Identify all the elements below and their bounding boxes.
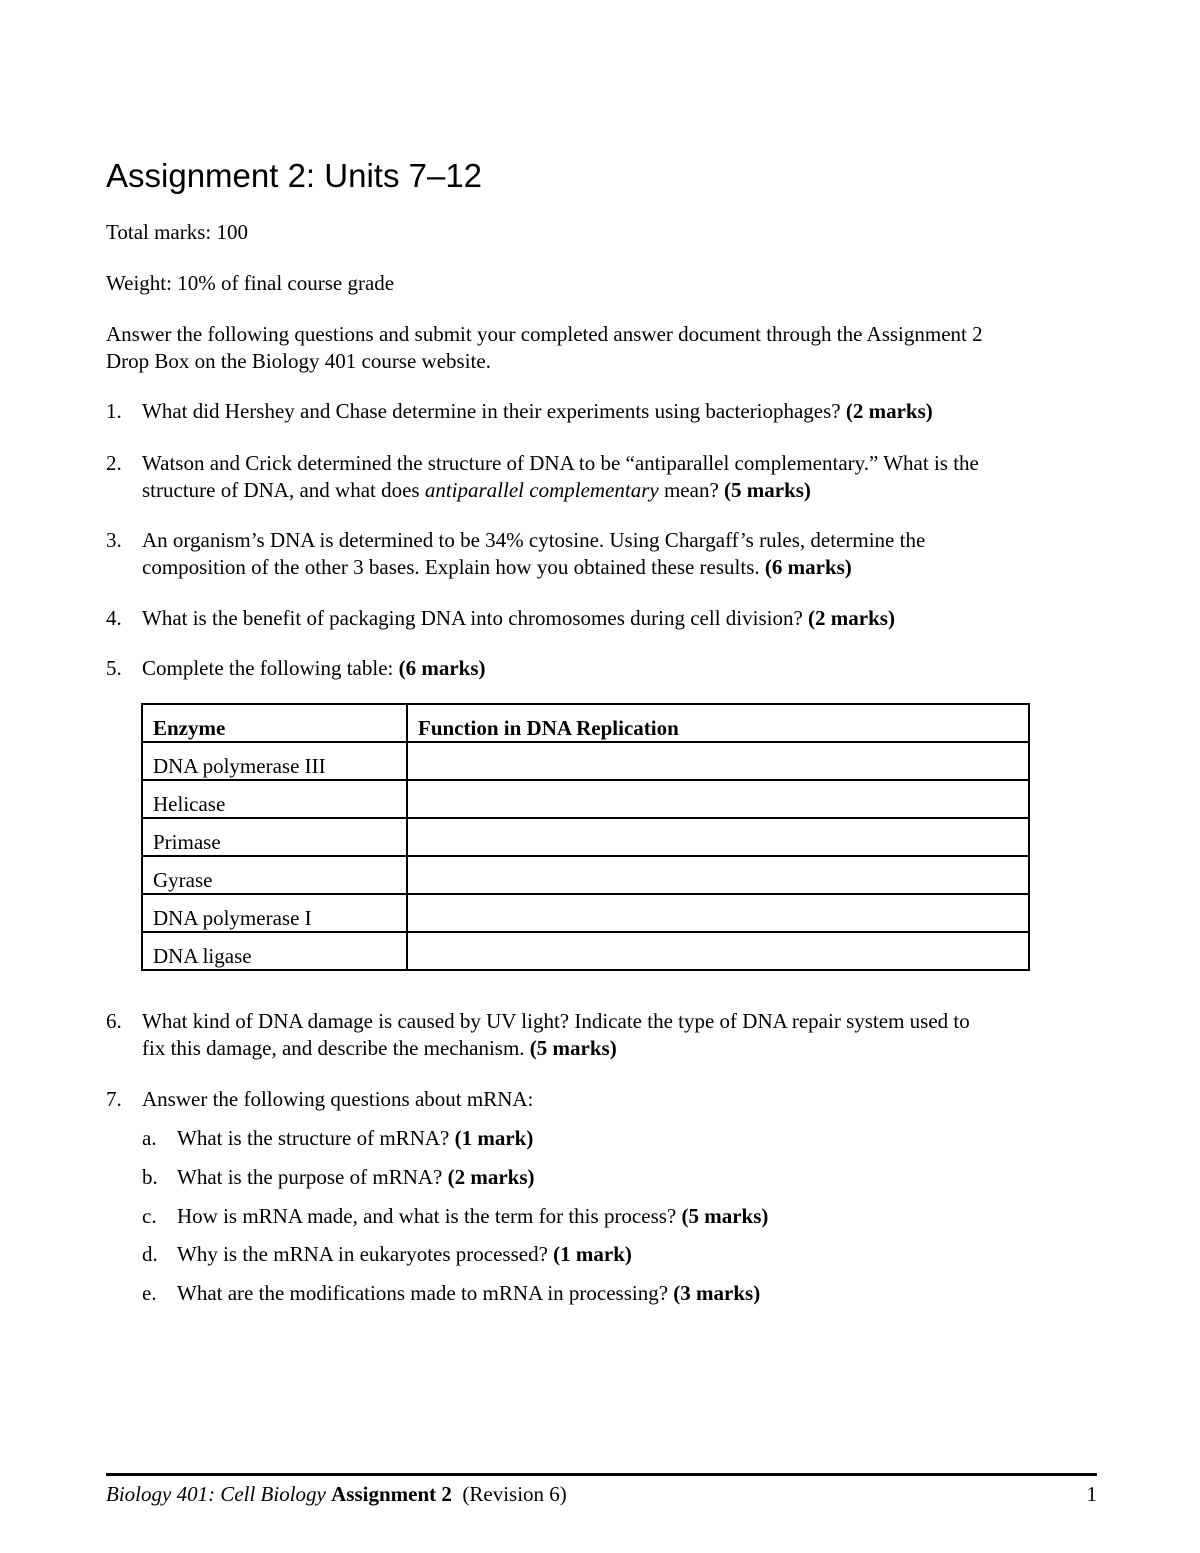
question-7e: [142, 1280, 1042, 1307]
question-text-line-2a: structure of DNA, and what does: [142, 478, 420, 502]
footer-course: Biology 401: Cell Biology: [106, 1482, 326, 1506]
footer-assignment: Assignment 2: [331, 1482, 452, 1506]
footer-revision: (Revision 6): [462, 1482, 567, 1506]
question-marks: (5 marks): [529, 1036, 617, 1060]
question-text-line-1: An organism’s DNA is determined to be 34% cytosine. Using Chargaff’s rules, determine the: [142, 528, 926, 552]
subquestion-letter: c.: [142, 1204, 157, 1228]
question-text-line-2: fix this damage, and describe the mechanism.: [142, 1036, 525, 1060]
function-cell[interactable]: [407, 780, 1029, 818]
table-row: [142, 894, 1029, 932]
subquestion-text: How is mRNA made, and what is the term for this process?: [177, 1204, 677, 1228]
question-number: 4.: [106, 606, 122, 630]
table-header-enzyme: Enzyme: [142, 704, 407, 742]
page-number: 1: [1086, 1482, 1097, 1506]
question-marks: (2 marks): [808, 606, 895, 630]
table-header-function: Function in DNA Replication: [407, 704, 1029, 742]
question-marks: (6 marks): [764, 555, 852, 579]
question-2: [106, 450, 1106, 504]
question-number: 5.: [106, 656, 122, 680]
question-text: What is the benefit of packaging DNA into chromosomes during cell division?: [142, 606, 803, 630]
question-7a: [142, 1125, 1042, 1152]
page-footer: [106, 1480, 1097, 1508]
instructions-line-2: Drop Box on the Biology 401 course website.: [106, 349, 491, 373]
page-title: Assignment 2: Units 7–12: [106, 157, 483, 194]
subquestion-marks: (2 marks): [447, 1165, 535, 1189]
enzyme-cell: DNA polymerase I: [142, 894, 407, 932]
question-6: [106, 1008, 1106, 1062]
subquestion-marks: (3 marks): [673, 1281, 761, 1305]
question-marks: (5 marks): [724, 478, 811, 502]
question-text-line-2b: mean?: [663, 478, 719, 502]
question-text: Complete the following table:: [142, 656, 394, 680]
function-cell[interactable]: [407, 742, 1029, 780]
weight: Weight: 10% of final course grade: [106, 271, 395, 295]
table-row: [142, 742, 1029, 780]
question-emphasis: antiparallel complementary: [424, 478, 659, 502]
instructions-line-1: Answer the following questions and submit your completed answer document through the Assignment 2: [106, 322, 983, 346]
question-text-line-2: composition of the other 3 bases. Explain how you obtained these results.: [142, 555, 760, 579]
table-header-row: [142, 704, 1029, 742]
subquestion-marks: (1 mark): [553, 1242, 632, 1266]
subquestion-text: Why is the mRNA in eukaryotes processed?: [177, 1242, 548, 1266]
table-row: [142, 818, 1029, 856]
function-cell[interactable]: [407, 818, 1029, 856]
enzyme-table: [141, 703, 1030, 971]
total-marks: Total marks: 100: [106, 220, 249, 244]
table-row: [142, 780, 1029, 818]
question-7d: [142, 1241, 1042, 1268]
subquestion-marks: (5 marks): [681, 1204, 769, 1228]
question-3: [106, 527, 1106, 581]
question-7c: [142, 1203, 1042, 1230]
subquestion-marks: (1 mark): [454, 1126, 534, 1150]
enzyme-cell: DNA ligase: [142, 932, 407, 970]
question-7b: [142, 1164, 1042, 1191]
question-text-line-1: Watson and Crick determined the structure of DNA to be “antiparallel complementary.” What is the: [142, 451, 979, 475]
table-row: [142, 856, 1029, 894]
question-5: [106, 655, 1106, 682]
question-7: [106, 1086, 1106, 1113]
enzyme-cell: DNA polymerase III: [142, 742, 407, 780]
function-cell[interactable]: [407, 932, 1029, 970]
enzyme-cell: Helicase: [142, 780, 407, 818]
question-number: 6.: [106, 1009, 122, 1033]
subquestion-letter: e.: [142, 1281, 157, 1305]
question-text-line-1: What kind of DNA damage is caused by UV light? Indicate the type of DNA repair system used to: [142, 1009, 970, 1033]
question-marks: (2 marks): [845, 399, 933, 423]
footer-rule: [106, 1473, 1097, 1476]
question-number: 1.: [106, 399, 122, 423]
subquestion-letter: d.: [142, 1242, 158, 1266]
question-number: 3.: [106, 528, 122, 552]
enzyme-cell: Gyrase: [142, 856, 407, 894]
subquestion-text: What is the purpose of mRNA?: [177, 1165, 443, 1189]
instructions: [106, 321, 983, 375]
function-cell[interactable]: [407, 856, 1029, 894]
question-4: [106, 605, 1106, 632]
enzyme-cell: Primase: [142, 818, 407, 856]
question-number: 2.: [106, 451, 122, 475]
question-1: [106, 398, 1106, 425]
subquestion-letter: b.: [142, 1165, 158, 1189]
question-marks: (6 marks): [398, 656, 486, 680]
subquestion-letter: a.: [142, 1126, 157, 1150]
subquestion-text: What are the modifications made to mRNA in processing?: [177, 1281, 669, 1305]
question-text: Answer the following questions about mRNA:: [142, 1087, 534, 1111]
table-row: [142, 932, 1029, 970]
question-number: 7.: [106, 1087, 122, 1111]
question-text: What did Hershey and Chase determine in their experiments using bacteriophages?: [142, 399, 841, 423]
subquestion-text: What is the structure of mRNA?: [177, 1126, 450, 1150]
function-cell[interactable]: [407, 894, 1029, 932]
